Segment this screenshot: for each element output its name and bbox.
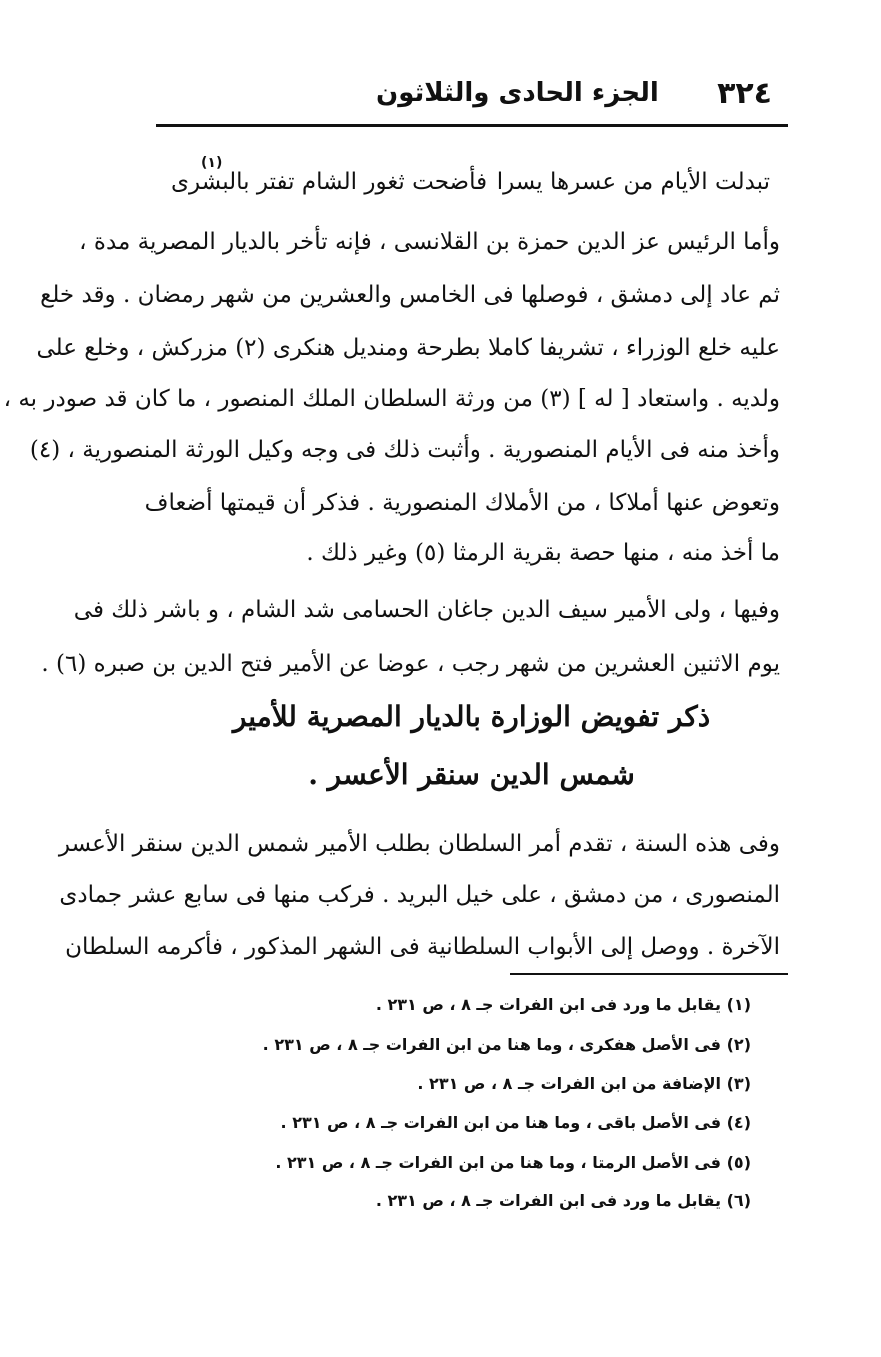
text-line: ولديه . واستعاد [ له ] (٣) من ورثة السلطان الملك المنصور ، ما كان قد صودر به ، xyxy=(3,386,780,412)
text-line: عليه خلع الوزراء ، تشريفا كاملا بطرحة ومنديل هنكرى (٢) مزركش ، وخلع على xyxy=(36,335,780,361)
text-line: وأخذ منه فى الأيام المنصورية . وأثبت ذلك فى وجه وكيل الورثة المنصورية ، (٤) xyxy=(29,437,780,463)
text-line: وفيها ، ولى الأمير سيف الدين جاغان الحسامى شد الشام ، و باشر ذلك فى xyxy=(73,597,780,623)
text-line: ثم عاد إلى دمشق ، فوصلها فى الخامس والعشرين من شهر رمضان . وقد خلع xyxy=(40,282,780,308)
text-line: يوم الاثنين العشرين من شهر رجب ، عوضا عن الأمير فتح الدين بن صبره (٦) . xyxy=(41,651,780,677)
footnote-item: (١) يقابل ما ورد فى ابن الفرات جـ ٨ ، ص ٢٣١ . xyxy=(375,995,751,1014)
section-heading-line-2: شمس الدين سنقر الأعسر . xyxy=(308,758,635,791)
footnote-item: (٣) الإضافة من ابن الفرات جـ ٨ ، ص ٢٣١ . xyxy=(417,1074,751,1093)
footnote-item: (٥) فى الأصل الرمتا ، وما هنا من ابن الفرات جـ ٨ ، ص ٢٣١ . xyxy=(275,1153,751,1172)
text-line: المنصورى ، من دمشق ، على خيل البريد . فركب منها فى سابع عشر جمادى xyxy=(59,882,780,908)
page-header xyxy=(158,72,786,112)
verse-first-hemistich: تبدلت الأيام من عسرها يسرا xyxy=(496,169,770,195)
page-number: ٣٢٤ xyxy=(717,76,772,111)
text-line: وتعوض عنها أملاكا ، من الأملاك المنصورية . فذكر أن قيمتها أضعاف xyxy=(144,490,780,516)
footnote-item: (٢) فى الأصل هفكرى ، وما هنا من ابن الفرات جـ ٨ ، ص ٢٣١ . xyxy=(262,1035,751,1054)
text-line: وأما الرئيس عز الدين حمزة بن القلانسى ، فإنه تأخر بالديار المصرية مدة ، xyxy=(79,229,780,255)
running-title: الجزء الحادى والثلاثون xyxy=(376,78,659,108)
footnote-item: (٦) يقابل ما ورد فى ابن الفرات جـ ٨ ، ص ٢٣١ . xyxy=(375,1191,751,1210)
verse-footnote-marker: (١) xyxy=(201,155,223,171)
verse-second-hemistich: فأضحت ثغور الشام تفتر بالبشرى xyxy=(171,169,488,195)
footnote-rule xyxy=(510,973,788,975)
poetry-verse xyxy=(163,155,780,209)
header-rule xyxy=(156,124,788,127)
text-line: الآخرة . ووصل إلى الأبواب السلطانية فى الشهر المذكور ، فأكرمه السلطان xyxy=(65,934,780,960)
text-line: وفى هذه السنة ، تقدم أمر السلطان بطلب الأمير شمس الدين سنقر الأعسر xyxy=(58,831,780,857)
section-heading-line-1: ذكر تفويض الوزارة بالديار المصرية للأمير xyxy=(232,700,711,733)
footnote-item: (٤) فى الأصل باقى ، وما هنا من ابن الفرات جـ ٨ ، ص ٢٣١ . xyxy=(280,1113,751,1132)
text-line: ما أخذ منه ، منها حصة بقرية الرمثا (٥) وغير ذلك . xyxy=(306,540,780,566)
